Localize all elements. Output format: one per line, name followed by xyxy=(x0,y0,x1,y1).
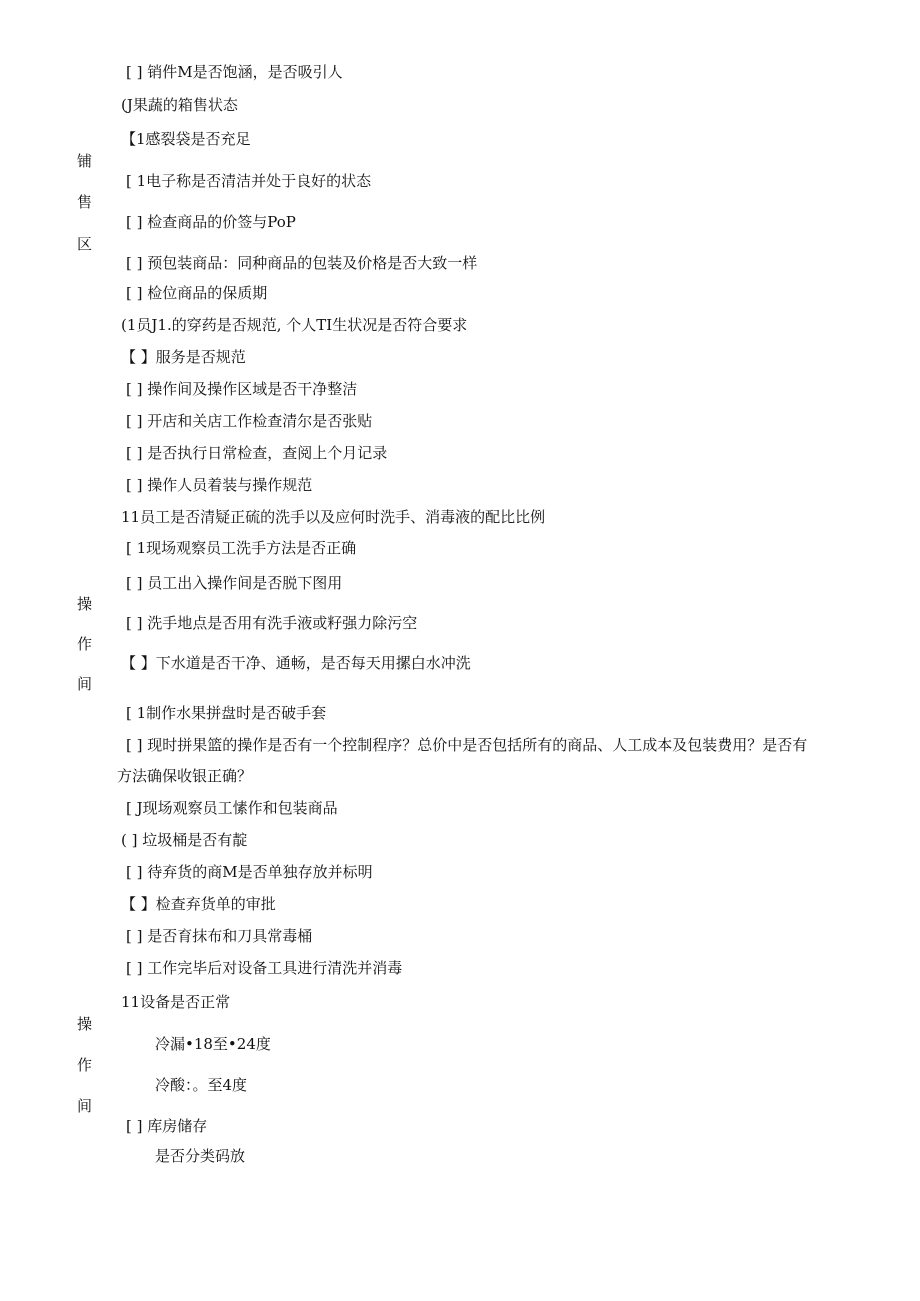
checklist-item: [ ] 销件M是否饱涵，是否吸引人 xyxy=(126,63,343,81)
checklist-item: 【 】检查弃货单的审批 xyxy=(121,895,276,913)
checklist-item: [ ] 操作间及操作区域是否干净整洁 xyxy=(126,380,358,398)
checklist-item: [ 1电子称是否清洁并处于良好的状态 xyxy=(126,172,372,190)
section-label-operation1-char-2: 作 xyxy=(77,635,93,653)
section-label-sales-char-3: 区 xyxy=(77,235,93,253)
checklist-item: [ ] 开店和关店工作检查清尔是否张贴 xyxy=(126,412,373,430)
checklist-item: [ ] 工作完毕后对设备工具进行清洗并消毒 xyxy=(126,959,403,977)
checklist-item: [ ] 是否育抹布和刀具常毒桶 xyxy=(126,927,313,945)
checklist-item-continued: 方法确保收银正确？ xyxy=(117,767,253,785)
checklist-item: [ ] 员工出入操作间是否脱下图用 xyxy=(126,574,343,592)
checklist-item: [ 1现场观察员工洗手方法是否正确 xyxy=(126,539,357,557)
checklist-item: [ ] 预包装商品：同种商品的包装及价格是否大致一样 xyxy=(126,254,478,272)
checklist-item: 11设备是否正常 xyxy=(121,993,231,1011)
checklist-item: [ ] 检位商品的保质期 xyxy=(126,284,268,302)
checklist-item: [ ] 洗手地点是否用有洗手液或籽强力除污空 xyxy=(126,614,418,632)
checklist-item: [ J现场观察员工愫作和包装商品 xyxy=(126,799,338,817)
section-label-operation1-char-1: 操 xyxy=(77,595,93,613)
checklist-item: [ ] 现时拼果篮的操作是否有一个控制程序？总价中是否包括所有的商品、人工成本及包装费用？是否有 xyxy=(126,736,808,754)
checklist-item: [ ] 检查商品的价签与PoP xyxy=(126,213,296,231)
section-label-operation2-char-1: 操 xyxy=(77,1015,93,1033)
checklist-item: [ ] 是否执行日常检查，查阅上个月记录 xyxy=(126,444,388,462)
checklist-item: 11员工是否清疑正硫的洗手以及应何时洗手、消毒液的配比比例 xyxy=(121,508,546,526)
checklist-subitem: 冷酸：。至4度 xyxy=(155,1076,248,1094)
checklist-subitem: 冷漏•18至•24度 xyxy=(155,1035,271,1053)
checklist-item: [ 1制作水果拼盘时是否破手套 xyxy=(126,704,327,722)
section-label-sales-char-1: 铺 xyxy=(77,152,93,170)
checklist-item: [ ] 操作人员着装与操作规范 xyxy=(126,476,313,494)
checklist-item: (1员J1.的穿药是否规范, 个人TI生状况是否符合要求 xyxy=(121,316,468,334)
section-label-operation2-char-3: 间 xyxy=(77,1097,93,1115)
checklist-item: ( ] 垃圾桶是否有靛 xyxy=(121,831,248,849)
section-label-sales-char-2: 售 xyxy=(77,193,93,211)
checklist-item: (J果蔬的箱售状态 xyxy=(121,96,238,114)
checklist-item: [ ] 库房储存 xyxy=(126,1117,208,1135)
checklist-item: [ ] 待弃货的商M是否单独存放并标明 xyxy=(126,863,373,881)
section-label-operation1-char-3: 间 xyxy=(77,675,93,693)
checklist-subitem: 是否分类码放 xyxy=(155,1147,246,1165)
checklist-item: 【 】服务是否规范 xyxy=(121,348,246,366)
section-label-operation2-char-2: 作 xyxy=(77,1056,93,1074)
checklist-item: 【 】下水道是否干净、通畅，是否每天用摞白水冲洗 xyxy=(121,654,471,672)
checklist-item: 【1感裂袋是否充足 xyxy=(121,130,251,148)
